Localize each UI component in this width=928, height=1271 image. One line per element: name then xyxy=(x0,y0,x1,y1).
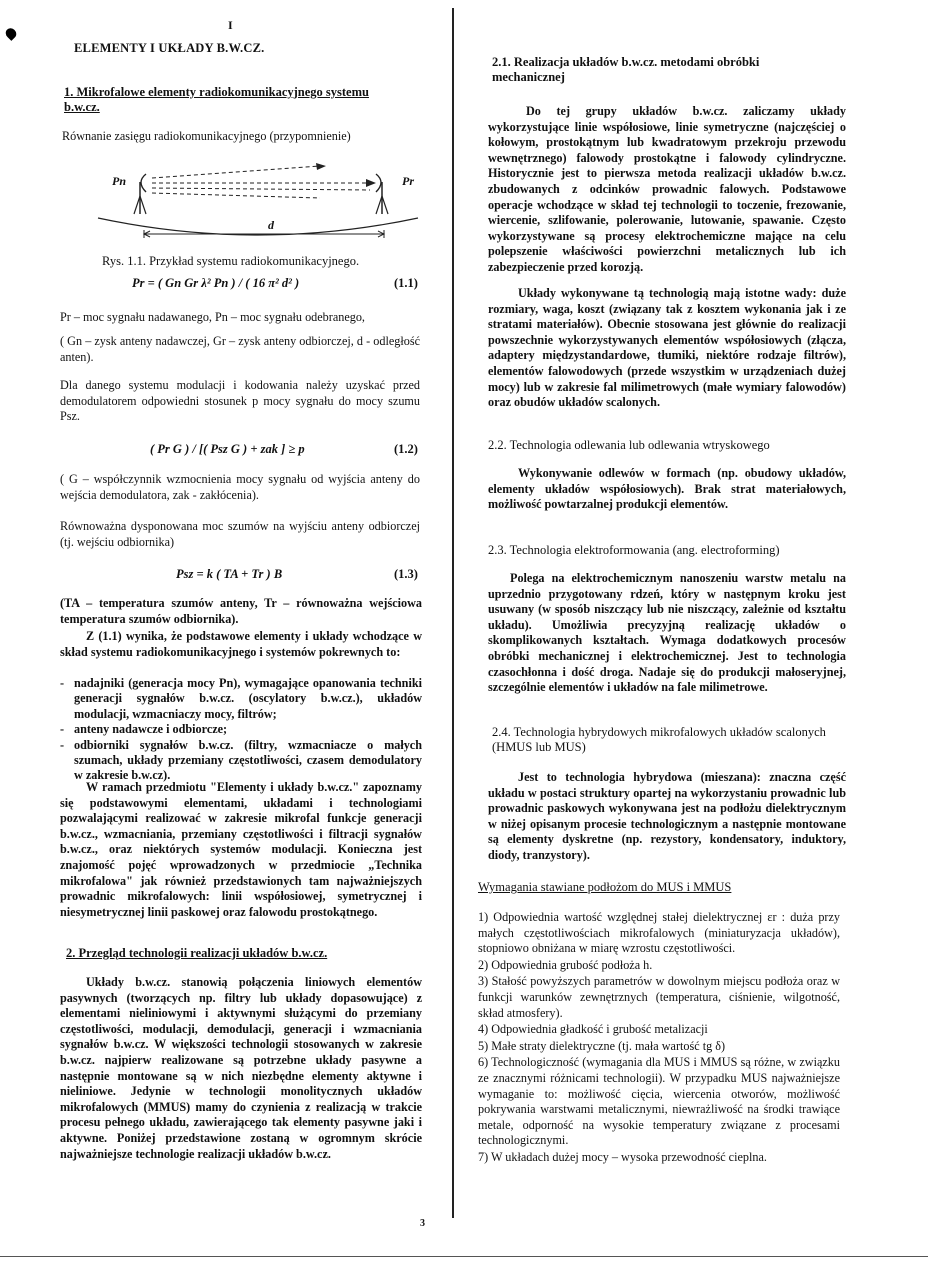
equation-1-2: ( Pr G ) / [( Psz G ) + zak ] ≥ p xyxy=(150,442,305,456)
list-item: 5) Małe straty dielektryczne (tj. mała wartość tg δ) xyxy=(478,1038,726,1053)
definition-powers: Pr – moc sygnału nadawanego, Pn – moc sygnału odebranego, xyxy=(60,310,365,324)
section2-heading: 2. Przegląd technologii realizacji układów b.w.cz. xyxy=(66,946,328,960)
label-d: d xyxy=(268,218,274,232)
list-item: 6) Technologiczność (wymagania dla MUS i MMUS są różne, w związku ze znacznymi różnicami technologii). W przypadku MUS najważniejsze wymaganie to: możliwość cięcia, wiercenia otworów, możliwość pokrywania warstwami metalicznymi, niewrażliwość na środki trawiące metale, odporność na wysokie temperatury związane z procesami technologicznymi. xyxy=(478,1055,840,1148)
list-item: - odbiorniki sygnałów b.w.cz. (filtry, wzmacniacze o małych szumach, układy przemiany częstotliwości, czasem demodulatory w zakresie b.w.cz). xyxy=(60,738,422,784)
figure-radio-system xyxy=(88,160,428,240)
list-item: 3) Stałość powyższych parametrów w dowolnym miejscu podłoża oraz w funkcji warunków zewnętrznych (temperatura, ciśnienie, wilgotność, skład atmosfery). xyxy=(478,974,840,1020)
section-2-2-paragraph: Wykonywanie odlewów w formach (np. obudowy układów, elementy układów współosiowych). Brak strat materiałowych, możliwość powtarzalnej produkcji elementów. xyxy=(488,466,846,512)
list-item: - anteny nadawcze i odbiorcze; xyxy=(60,722,422,737)
label-pr: Pr xyxy=(402,174,414,188)
figure-caption: Rys. 1.1. Przykład systemu radiokomunikacyjnego. xyxy=(102,254,360,268)
page-bottom-number: 3 xyxy=(420,1218,425,1229)
equation-1-1: Pr = ( Gn Gr λ² Pn ) / ( 16 π² d² ) xyxy=(132,276,300,290)
section1-heading: 1. Mikrofalowe elementy radiokomunikacyjnego systemu b.w.cz. xyxy=(64,85,369,114)
list-item: - nadajniki (generacja mocy Pn), wymagające opanowania techniki generacji sygnałów b.w.cz. (oscylatory b.w.cz.), układów modulacji, wzmacniaczy mocy, filtrów; xyxy=(60,676,422,722)
equation-1-3-number: (1.3) xyxy=(394,567,418,581)
page-top-number: I xyxy=(228,18,233,32)
elements-list xyxy=(60,676,422,784)
paragraph-snr: Dla danego systemu modulacji i kodowania należy uzyskać przed demodulatorem odpowiedni stosunek p mocy sygnału do mocy szumu Psz. xyxy=(60,378,420,424)
section-2-4-paragraph: Jest to technologia hybrydowa (mieszana): znaczna część układu w postaci struktury opartej na wykorzystaniu prowadnic lub prowadnic paskowych wykonywana jest na podłożu dielektrycznym w niżej opisanym procesie technologicznym a następnie montowane są elementy dyskretne (np. rezystory, kondensatory, induktory, diody, tranzystory). xyxy=(488,770,846,862)
requirements-list xyxy=(478,910,840,1167)
transmit-antenna xyxy=(134,174,146,214)
equation-1-2-number: (1.2) xyxy=(394,442,418,456)
list-item: 1) Odpowiednia wartość względnej stałej dielektrycznej εr : duża przy małych częstotliwościach mikrofalowych (miniaturyzacja układów), stopniowo obniżana w miarę wzrostu częstotliwości. xyxy=(478,910,840,956)
section-2-1-paragraph-2: Układy wykonywane tą technologią mają istotne wady: duże rozmiary, waga, koszt (związany tak z kosztem wykonania jak i ze stratami materiałów). Obecnie stosowana jest głównie do realizacji powszechnie wykorzystywanych elementów współosiowych (złącza, adaptery międzystandardowe, tłumiki, niektóre rodzaje filtrów), elementów falowodowych (przede wszystkim w urządzeniach dużej mocy) lub w zakresie fal milimetrowych (małe wymiary falowodów) oraz obudów układów scalonych. xyxy=(488,286,846,410)
equation-1-1-number: (1.1) xyxy=(394,276,418,290)
section-2-4-heading: 2.4. Technologia hybrydowych mikrofalowych układów scalonych (HMUS lub MUS) xyxy=(492,725,826,754)
section-2-1-heading: 2.1. Realizacja układów b.w.cz. metodami obróbki mechanicznej xyxy=(492,55,760,84)
column-divider xyxy=(452,8,454,1218)
page-bottom-rule xyxy=(0,1256,928,1257)
list-item: 7) W układach dużej mocy – wysoka przewodność cieplna. xyxy=(478,1149,767,1164)
label-pn: Pn xyxy=(112,174,127,188)
receive-antenna xyxy=(376,174,388,214)
paragraph-technology-overview: Układy b.w.cz. stanowią połączenia liniowych elementów pasywnych (tworzących np. filtry lub układy dopasowujące) z elementami nieliniowymi i aktywnymi służącymi do przemiany częstotliwości, modulacji, demodulacji, generacji i wzmacniania sygnałów b.w.cz. W większości technologii stosowanych w zakresie b.w.cz. najpierw realizowane są potrzebne układy pasywne a następnie montowane są w nich niezbędne elementy aktywne i nieliniowe. Jedynie w technologii monolitycznych układów mikrofalowych (MMUS) mamy do czynienia z realizacją w trakcie procesu pełnego układu, zawierającego tak elementy pasywne jaki i aktywne. Poniżej przedstawione zostaną w ogromnym skrócie najważniejsze technologie realizacji układów b.w.cz. xyxy=(60,975,422,1161)
paragraph-gain-definition: ( G – współczynnik wzmocnienia mocy sygnału od wyjścia anteny do wejścia demodulatora, zak - zakłócenia). xyxy=(60,472,420,502)
definition-gains: ( Gn – zysk anteny nadawczej, Gr – zysk anteny odbiorczej, d - odległość anten). xyxy=(60,334,420,364)
section-2-3-paragraph: Polega na elektrochemicznym nanoszeniu warstw metalu na uprzednio przygotowany rdzeń, który w następnym kroku jest usuwany (w sposób niszczący lub nie niszczący, zależnie od kształtu układu). Umożliwia precyzyjną realizację układów o skomplikowanych kształtach. Wymaga dodatkowych procesów obróbki mechanicznej i elektrochemicznej. Jest to technologia czasochłonna i dość droga. Nadaje się do produkcji małoseryjnej, szczególnie elementów i układów na fale milimetrowe. xyxy=(488,571,846,695)
section-2-3-heading: 2.3. Technologia elektroformowania (ang. electroforming) xyxy=(488,543,780,557)
radio-system-diagram xyxy=(88,160,428,240)
paragraph-course-scope: W ramach przedmiotu "Elementy i układy b.w.cz." zapoznamy się podstawowymi elementami, układami i technologiami pozwalającymi realizować w zakresie mikrofal funkcje generacji b.w.cz., wzmacniania, przemiany częstotliwości i filtracji sygnałów b.w.cz., oraz niektórych systemów modulacji. Konieczna jest znajomość pojęć wprowadzonych w przedmiocie „Technika mikrofalowa" jak również przedstawionych tam najważniejszych prowadnic mikrofalowych: linii współosiowej, symetrycznej i niesymetrycznej linii paskowej oraz falowodu prostokątnego. xyxy=(60,780,422,919)
section1-intro: Równanie zasięgu radiokomunikacyjnego (przypomnienie) xyxy=(62,129,351,143)
section-2-1-paragraph-1: Do tej grupy układów b.w.cz. zaliczamy układy wykorzystujące linie współosiowe, linie symetryczne (najczęściej o kołowym, prostokątnym lub kwadratowym przekroju przewodu wewnętrznego) falowody prostokątne i falowody cylindryczne. Historycznie jest to pierwsza metoda realizacji układów b.w.cz. zbudowanych z odcinków prowadnic falowych. Podstawowe operacje wchodzące w skład tej technologii to toczenie, frezowanie, wiercenie, szlifowanie, polerowanie, lutowanie, spawanie. Często wykorzystywane są procesy elektrochemiczne mające na celu polepszenie właściwości powierzchni metalicznych lub ich zabezpieczenie przed korozją. xyxy=(488,104,846,274)
binder-hole-mark xyxy=(4,26,19,41)
equation-1-3: Psz = k ( TA + Tr ) B xyxy=(176,567,283,581)
paragraph-elements-intro: Z (1.1) wynika, że podstawowe elementy i układy wchodzące w skład systemu radiokomunikacyjnego i systemów pokrewnych to: xyxy=(60,629,422,659)
paragraph-temperatures: (TA – temperatura szumów anteny, Tr – równoważna wejściowa temperatura szumów odbiornika). xyxy=(60,596,422,626)
list-item: 4) Odpowiednia gładkość i grubość metalizacji xyxy=(478,1022,708,1037)
list-item: 2) Odpowiednia grubość podłoża h. xyxy=(478,957,653,972)
document-title: ELEMENTY I UKŁADY B.W.CZ. xyxy=(74,41,265,55)
section-2-2-heading: 2.2. Technologia odlewania lub odlewania wtryskowego xyxy=(488,438,770,452)
paragraph-noise-power: Równoważna dysponowana moc szumów na wyjściu anteny odbiorczej (tj. wejściu odbiornika) xyxy=(60,519,420,549)
requirements-heading: Wymagania stawiane podłożom do MUS i MMUS xyxy=(478,880,732,894)
